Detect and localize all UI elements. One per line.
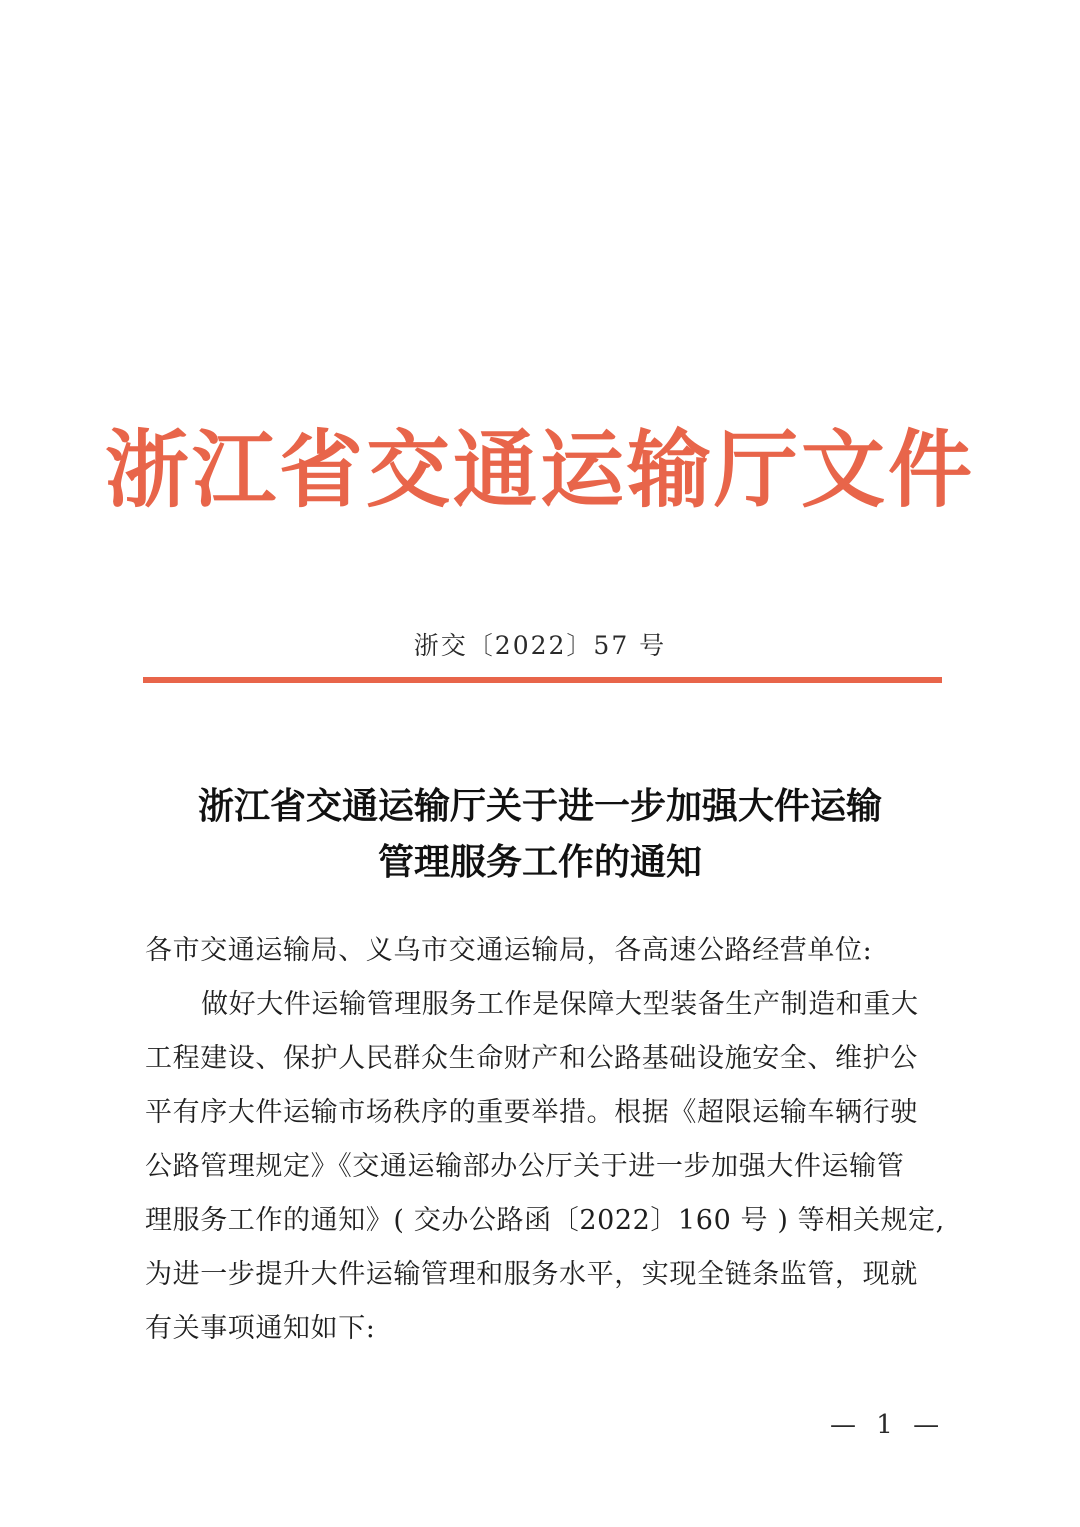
red-divider-line [143,677,942,683]
notice-title-line-1: 浙江省交通运输厅关于进一步加强大件运输 [197,785,882,827]
paragraph-line: 平有序大件运输市场秩序的重要举措。根据《超限运输车辆行驶 [145,1097,918,1128]
body-paragraph [145,978,945,1356]
document-masthead: 浙江省交通运输厅文件 [104,421,975,519]
notice-title-line-2: 管理服务工作的通知 [377,841,702,883]
page-number: — 1 — [830,1410,946,1440]
paragraph-line: 工程建设、保护人民群众生命财产和公路基础设施安全、维护公 [145,1043,918,1074]
paragraph-line: 有关事项通知如下: [145,1313,376,1344]
paragraph-line: 理服务工作的通知》( 交办公路函〔2022〕160 号 ) 等相关规定, [145,1205,945,1236]
notice-title [0,778,1080,890]
addressee-line: 各市交通运输局、义乌市交通运输局，各高速公路经营单位: [145,935,873,966]
paragraph-line: 做好大件运输管理服务工作是保障大型装备生产制造和重大 [201,989,919,1020]
paragraph-line: 公路管理规定》《交通运输部办公厅关于进一步加强大件运输管 [145,1151,905,1182]
paragraph-line: 为进一步提升大件运输管理和服务水平，实现全链条监管，现就 [145,1259,918,1290]
document-number: 浙交〔2022〕57 号 [413,631,667,660]
